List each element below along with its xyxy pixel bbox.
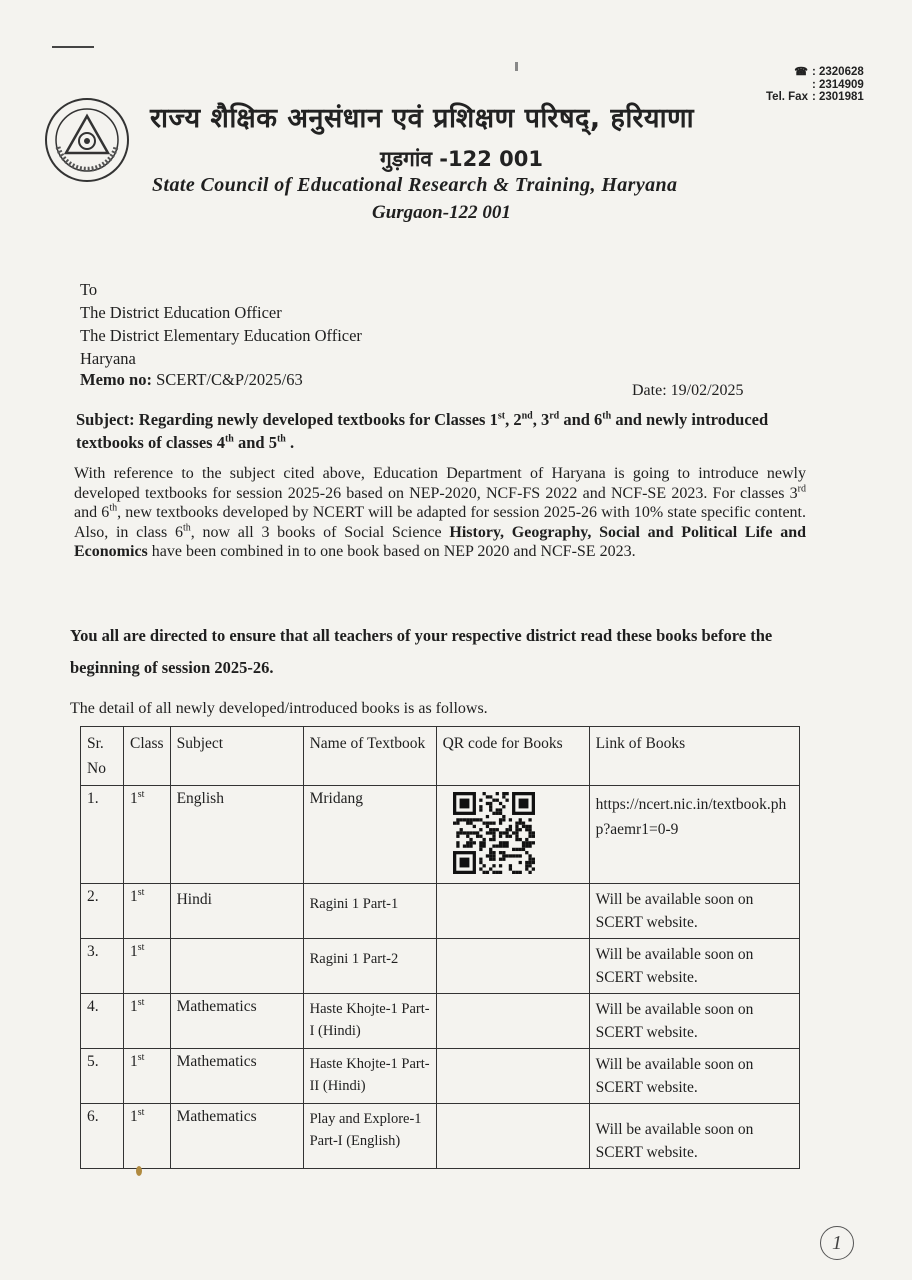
telfax-label: Tel. Fax: [766, 91, 808, 103]
header-sr-no: Sr. No: [81, 727, 124, 786]
phone-number-1: : 2320628: [811, 66, 864, 78]
qr-code-image[interactable]: [453, 792, 535, 874]
page-number: 1: [820, 1226, 854, 1260]
header-qr-code: QR code for Books: [436, 727, 589, 786]
book-link[interactable]: https://ncert.nic.in/textbook.php?aemr1=0-9: [589, 786, 799, 884]
row-textbook: Mridang: [303, 786, 436, 884]
hole-punch-mark: [515, 62, 518, 71]
directive-paragraph: You all are directed to ensure that all teachers of your respective district read these books before the beginning of session 2025-26.: [70, 626, 773, 677]
telfax-number: : 2301981: [811, 91, 864, 103]
addressee-line-2: The District Elementary Education Officer: [80, 326, 362, 345]
body-paragraph: With reference to the subject cited above, Education Department of Haryana is going to introduce newly developed textbooks for session 2025-26 based on NEP-2020, NCF-FS 2022 and NCF-SE 2023. For classes 3rd and 6th, new textbooks developed by NCERT will be adapted for session 2025-26 with 10% state specific content. Also, in class 6th, now all 3 books of Social Science History, Geography, Social and Political Life and Economics have been combined in to one book based on NEP 2020 and NCF-SE 2023.: [74, 465, 806, 560]
addressee-line-3: Haryana: [80, 349, 136, 368]
memo-number: Memo no: SCERT/C&P/2025/63: [80, 370, 303, 389]
table-row: 6. 1st Mathematics Play and Explore-1 Part-I (English) Will be available soon on SCERT website.: [81, 1104, 800, 1169]
subject-line: Subject: Regarding newly developed textbooks for Classes 1st, 2nd, 3rd and 6th and newly introduced textbooks of classes 4th and 5th .: [76, 410, 769, 452]
row-subject: English: [170, 786, 303, 884]
memo-date: Date: 19/02/2025: [632, 382, 744, 399]
hindi-city: गुड़गांव -122 001: [380, 147, 544, 171]
row-class: 1st: [124, 786, 171, 884]
row-qr: [436, 786, 589, 884]
table-intro: The detail of all newly developed/introduced books is as follows.: [70, 700, 488, 717]
table-row: [81, 786, 800, 884]
header-textbook-name: Name of Textbook: [303, 727, 436, 786]
header-subject: Subject: [170, 727, 303, 786]
telephone-icon: ☎: [794, 66, 808, 78]
addressee-block: [80, 278, 362, 370]
corner-mark: [52, 46, 94, 48]
table-header-row: [81, 727, 800, 786]
phone-number-2: : 2314909: [811, 78, 864, 91]
table-row: 4. 1st Mathematics Haste Khojte-1 Part-I (Hindi) Will be available soon on SCERT website.: [81, 994, 800, 1049]
row-sr: 1.: [81, 786, 124, 884]
english-council-name: State Council of Educational Research & Training, Haryana: [152, 174, 678, 196]
contact-block: [766, 66, 874, 104]
table-row: 5. 1st Mathematics Haste Khojte-1 Part-II (Hindi) Will be available soon on SCERT website.: [81, 1049, 800, 1104]
header-link: Link of Books: [589, 727, 799, 786]
header-class: Class: [124, 727, 171, 786]
hindi-council-name: राज्य शैक्षिक अनुसंधान एवं प्रशिक्षण परिषद्, हरियाणा: [150, 103, 695, 134]
table-row: 2. 1st Hindi Ragini 1 Part-1 Will be available soon on SCERT website.: [81, 884, 800, 939]
table-row: 3. 1st Ragini 1 Part-2 Will be available soon on SCERT website.: [81, 939, 800, 994]
paper-speck: [136, 1166, 142, 1176]
addressee-to: To: [80, 280, 98, 299]
books-table: [80, 726, 800, 1169]
addressee-line-1: The District Education Officer: [80, 303, 282, 322]
scert-emblem-logo: [44, 97, 130, 183]
english-city: Gurgaon-122 001: [372, 202, 511, 223]
